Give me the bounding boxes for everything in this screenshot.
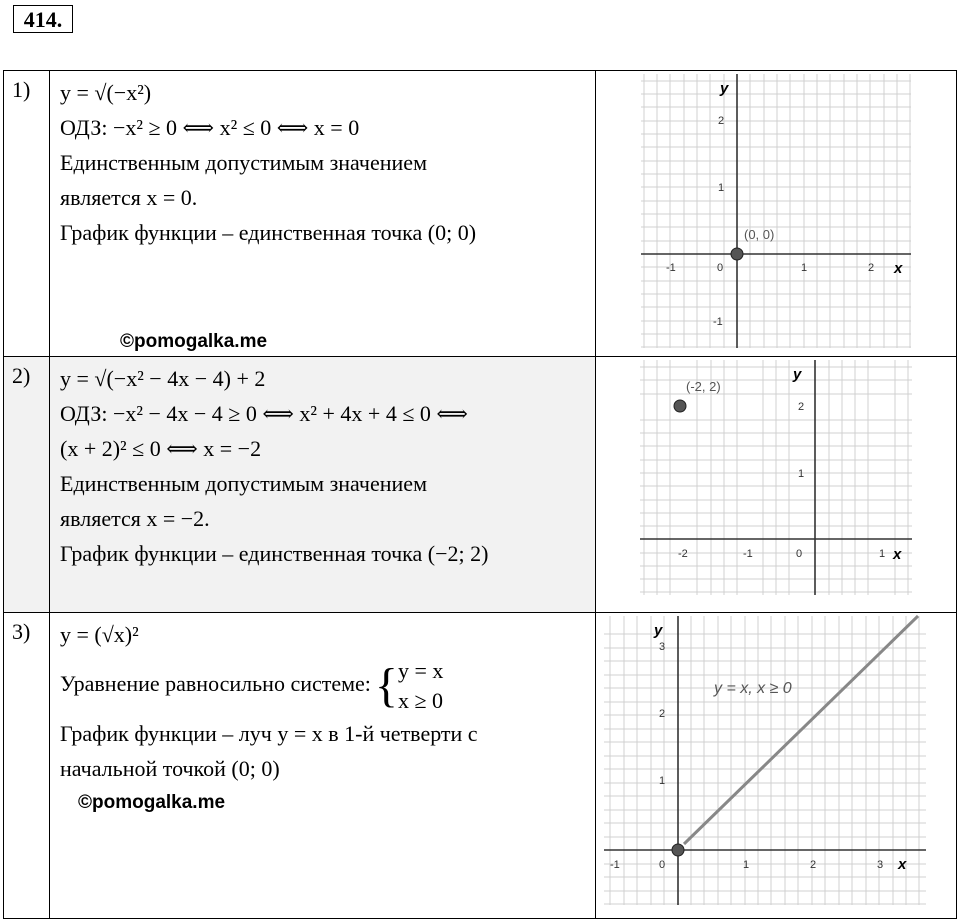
graph-2 [596,357,956,607]
graph-3 [596,613,956,913]
y-tick-label: 1 [798,468,805,480]
system-intro: Уравнение равносильно системе: [60,671,371,697]
point [731,248,743,260]
formula: y = (√x)² [60,622,139,647]
x-tick-label: -1 [743,548,753,560]
odz-line: ОДЗ: −x² − 4x − 4 ≥ 0 ⟺ x² + 4x + 4 ≤ 0 ⟺ [60,401,468,426]
system-eq: y = x [397,658,444,683]
y-tick-label: 1 [718,182,725,194]
solution-table [3,70,957,919]
x-tick-label: 2 [810,859,817,871]
y-axis-label: y [654,622,663,639]
point-label: (0, 0) [744,227,775,242]
table-row [4,613,957,919]
x-tick-label: 0 [796,548,803,560]
text-line: График функции – единственная точка (−2; 2) [60,541,489,566]
watermark: ©pomogalka.me [78,792,226,813]
x-axis-label: x [898,856,907,873]
graph-1 [596,71,956,351]
text-line: Единственным допустимым значением [60,150,427,175]
x-tick-label: 0 [659,859,666,871]
x-tick-label: 1 [879,548,886,560]
x-tick-label: 1 [801,262,808,274]
point [674,400,686,412]
y-axis-label: y [793,366,802,383]
x-tick-label: 3 [877,859,884,871]
table-row [4,71,957,357]
text-line: является x = −2. [60,506,210,531]
watermark: ©pomogalka.me [120,331,268,352]
text-line: Единственным допустимым значением [60,471,427,496]
x-axis-label: x [894,260,903,277]
y-tick-label: 2 [798,401,805,413]
x-tick-label: -1 [666,262,676,274]
text-line: является x = 0. [60,185,198,210]
formula: y = √(−x² − 4x − 4) + 2 [60,366,266,391]
y-tick-label: 2 [659,708,666,720]
curve-label: y = x, x ≥ 0 [714,680,792,697]
odz-line: ОДЗ: −x² ≥ 0 ⟺ x² ≤ 0 ⟺ x = 0 [60,115,360,140]
graph-cell [596,357,957,613]
odz-line: (x + 2)² ≤ 0 ⟺ x = −2 [60,436,262,461]
point-label: (-2, 2) [686,379,721,394]
y-tick-label: 3 [659,641,666,653]
y-tick-label: 2 [718,115,725,127]
solution-text [50,71,596,357]
system-ineq: x ≥ 0 [397,688,444,713]
system [375,656,443,716]
x-axis-label: x [893,546,902,563]
x-tick-label: 2 [868,262,875,274]
table-row [4,357,957,613]
y-tick-label: 1 [659,775,666,787]
y-axis-label: y [720,80,729,97]
problem-number: 414. [13,5,73,33]
x-tick-label: 1 [743,859,750,871]
x-tick-label: -1 [610,859,620,871]
system-line [60,656,585,716]
y-tick-label: -1 [713,316,723,328]
row-number: 1) [4,71,50,357]
graph-cell [596,613,957,919]
formula: y = √(−x²) [60,80,152,105]
row-number: 3) [4,613,50,919]
row-number: 2) [4,357,50,613]
text-line: График функции – луч y = x в 1-й четверти с [60,721,478,746]
x-tick-label: -2 [678,548,688,560]
text-line: График функции – единственная точка (0; 0) [60,220,477,245]
x-tick-label: 0 [717,262,724,274]
brace-icon: { [374,659,398,712]
solution-text [50,613,596,919]
graph-cell [596,71,957,357]
start-point [672,844,684,856]
solution-text [50,357,596,613]
text-line: начальной точкой (0; 0) [60,756,280,781]
